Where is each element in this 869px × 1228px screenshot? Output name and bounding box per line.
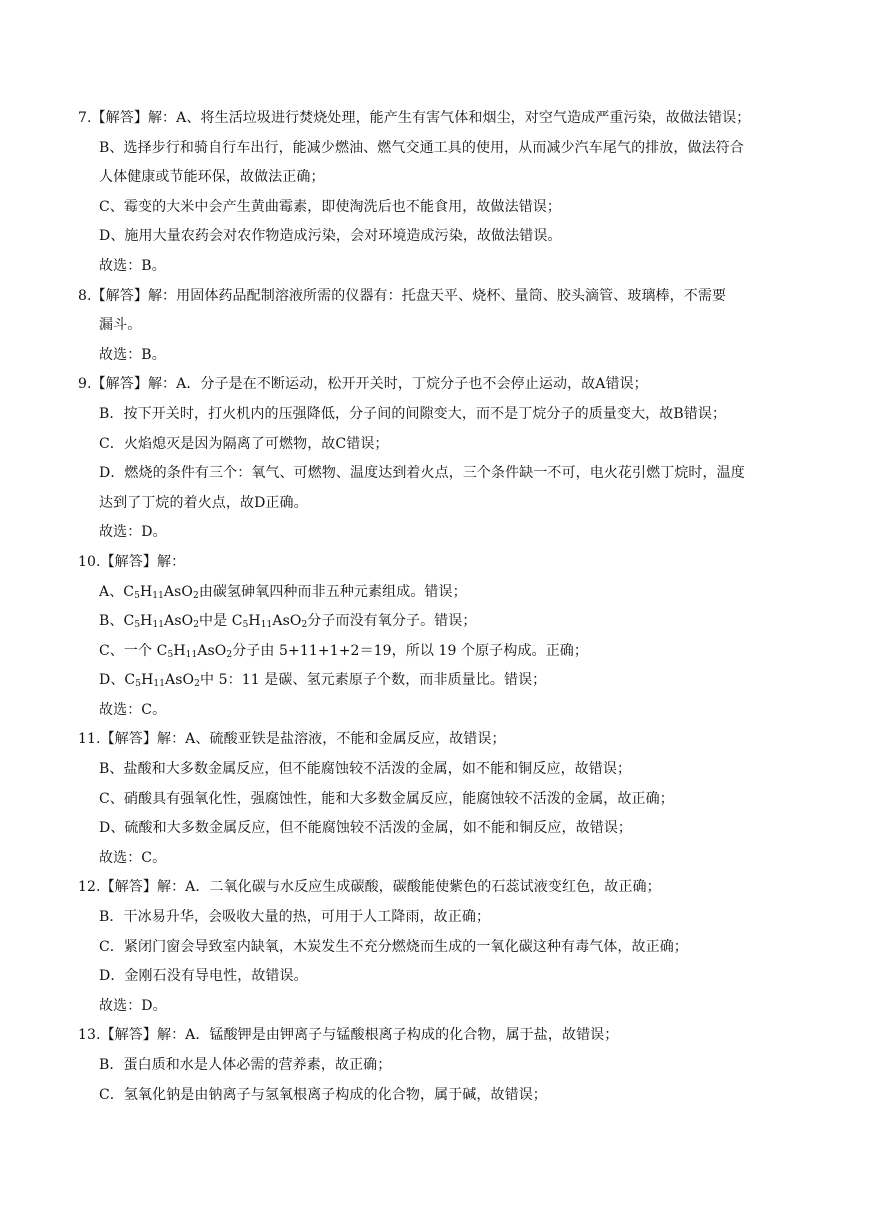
formula-subscript: 5 bbox=[134, 620, 141, 631]
answer-line: B．按下开关时，打火机内的压强降低，分子间的间隙变大，而不是丁烷分子的质量变大，故B错误； bbox=[99, 405, 727, 422]
answer-line: C．火焰熄灭是因为隔离了可燃物，故C错误； bbox=[99, 435, 389, 452]
text-run: AsO bbox=[197, 642, 227, 659]
text-run: 分子由 5+11+1+2＝19，所以 19 个原子构成。正确； bbox=[232, 642, 588, 659]
formula-subscript: 5 bbox=[167, 649, 174, 660]
formula-subscript: 2 bbox=[194, 679, 200, 690]
answer-line: 故选：D。 bbox=[99, 997, 167, 1014]
answer-line: D．燃烧的条件有三个：氧气、可燃物、温度达到着火点，三个条件缺一不可，电火花引燃丁烷时，温度 bbox=[99, 465, 745, 482]
answer-line: D．金刚石没有导电性，故错误。 bbox=[99, 968, 308, 985]
formula-subscript: 2 bbox=[226, 649, 233, 660]
answer-line: B、选择步行和骑自行车出行，能减少燃油、燃气交通工具的使用，从而减少汽车尾气的排放，做法符合 bbox=[99, 139, 744, 156]
answer-line: 故选：D。 bbox=[99, 524, 167, 541]
text-run: AsO bbox=[164, 613, 194, 630]
formula-subscript: 11 bbox=[260, 620, 273, 631]
answer-line bbox=[78, 578, 798, 608]
formula-subscript: 11 bbox=[185, 649, 198, 660]
text-run: D、C bbox=[99, 672, 136, 689]
question-answer-heading: 8.【解答】解：用固体药品配制溶液所需的仪器有：托盘天平、烧杯、量筒、胶头滴管、玻璃棒，不需要 bbox=[78, 287, 727, 304]
question-answer-heading: 7.【解答】解：A、将生活垃圾进行焚烧处理，能产生有害气体和烟尘，对空气造成严重污染，故做法错误； bbox=[78, 110, 751, 126]
answer-line: B．蛋白质和水是人体必需的营养素，故正确； bbox=[99, 1057, 392, 1073]
answer-line: C、硝酸具有强氧化性，强腐蚀性，能和大多数金属反应，能腐蚀较不活泼的金属，故正确； bbox=[99, 790, 674, 807]
answer-line: C．紧闭门窗会导致室内缺氧，木炭发生不充分燃烧而生成的一氧化碳这种有毒气体，故正确； bbox=[99, 938, 688, 955]
answer-line: B．干冰易升华，会吸收大量的热，可用于人工降雨，故正确； bbox=[99, 909, 491, 926]
answer-line: C．氢氧化钠是由钠离子与氢氧根离子构成的化合物，属于碱，故错误； bbox=[99, 1086, 547, 1103]
text-run: 中是 C bbox=[199, 613, 243, 630]
answer-line bbox=[78, 607, 798, 637]
question-answer-heading: 9.【解答】解：A．分子是在不断运动，松开开关时，丁烷分子也不会停止运动，故A错误； bbox=[78, 376, 648, 393]
text-run: 由碳氢砷氧四种而非五种元素组成。错误； bbox=[198, 583, 467, 600]
text-run: B、C bbox=[99, 613, 135, 630]
text-run: 中 5：11 是碳、氢元素原子个数，而非质量比。错误； bbox=[199, 672, 547, 689]
text-run: AsO bbox=[165, 672, 195, 689]
question-answer-heading: 10.【解答】解： bbox=[78, 553, 186, 570]
text-run: AsO bbox=[272, 613, 302, 630]
formula-subscript: 2 bbox=[301, 620, 308, 631]
formula-subscript: 11 bbox=[152, 590, 164, 601]
text-run: 分子而没有氧分子。错误； bbox=[307, 613, 477, 630]
formula-subscript: 11 bbox=[152, 620, 165, 631]
text-run: H bbox=[248, 613, 261, 630]
text-run: A、C bbox=[99, 583, 135, 600]
answer-line bbox=[78, 637, 798, 667]
formula-subscript: 2 bbox=[193, 620, 200, 631]
answer-text-body bbox=[78, 104, 798, 1110]
answer-line: D、施用大量农药会对农作物造成污染，会对环境造成污染，故做法错误。 bbox=[99, 228, 562, 245]
text-run: H bbox=[139, 583, 153, 600]
formula-subscript: 5 bbox=[135, 679, 142, 690]
answer-line bbox=[78, 666, 798, 696]
formula-subscript: 5 bbox=[242, 620, 249, 631]
text-run: H bbox=[140, 613, 153, 630]
answer-line: D、硫酸和大多数金属反应，但不能腐蚀较不活泼的金属，如不能和铜反应，故错误； bbox=[99, 820, 633, 837]
answer-line: 故选：C。 bbox=[99, 701, 167, 718]
answer-line: 人体健康或节能环保，故做法正确； bbox=[99, 169, 325, 186]
question-answer-heading: 13.【解答】解：A．锰酸钾是由钾离子与锰酸根离子构成的化合物，属于盐，故错误； bbox=[78, 1027, 619, 1044]
text-run: C、一个 C bbox=[99, 642, 168, 659]
formula-subscript: 11 bbox=[153, 679, 166, 690]
answer-line: 故选：B。 bbox=[99, 346, 166, 363]
text-run: AsO bbox=[163, 583, 193, 600]
formula-subscript: 5 bbox=[134, 590, 140, 601]
answer-line: 漏斗。 bbox=[99, 317, 142, 334]
text-run: H bbox=[141, 672, 154, 689]
question-answer-heading: 11.【解答】解：A、硫酸亚铁是盐溶液，不能和金属反应，故错误； bbox=[78, 731, 506, 748]
answer-line: 故选：C。 bbox=[99, 849, 167, 866]
text-run: H bbox=[173, 642, 186, 659]
answer-line: B、盐酸和大多数金属反应，但不能腐蚀较不活泼的金属，如不能和铜反应，故错误； bbox=[99, 761, 632, 778]
formula-subscript: 2 bbox=[193, 590, 199, 601]
answer-line: C、霉变的大米中会产生黄曲霉素，即使淘洗后也不能食用，故做法错误； bbox=[99, 198, 562, 215]
answer-line: 故选：B。 bbox=[99, 257, 166, 274]
answer-line: 达到了丁烷的着火点，故D正确。 bbox=[99, 494, 308, 511]
question-answer-heading: 12.【解答】解：A．二氧化碳与水反应生成碳酸，碳酸能使紫色的石蕊试液变红色，故正确； bbox=[78, 879, 661, 896]
